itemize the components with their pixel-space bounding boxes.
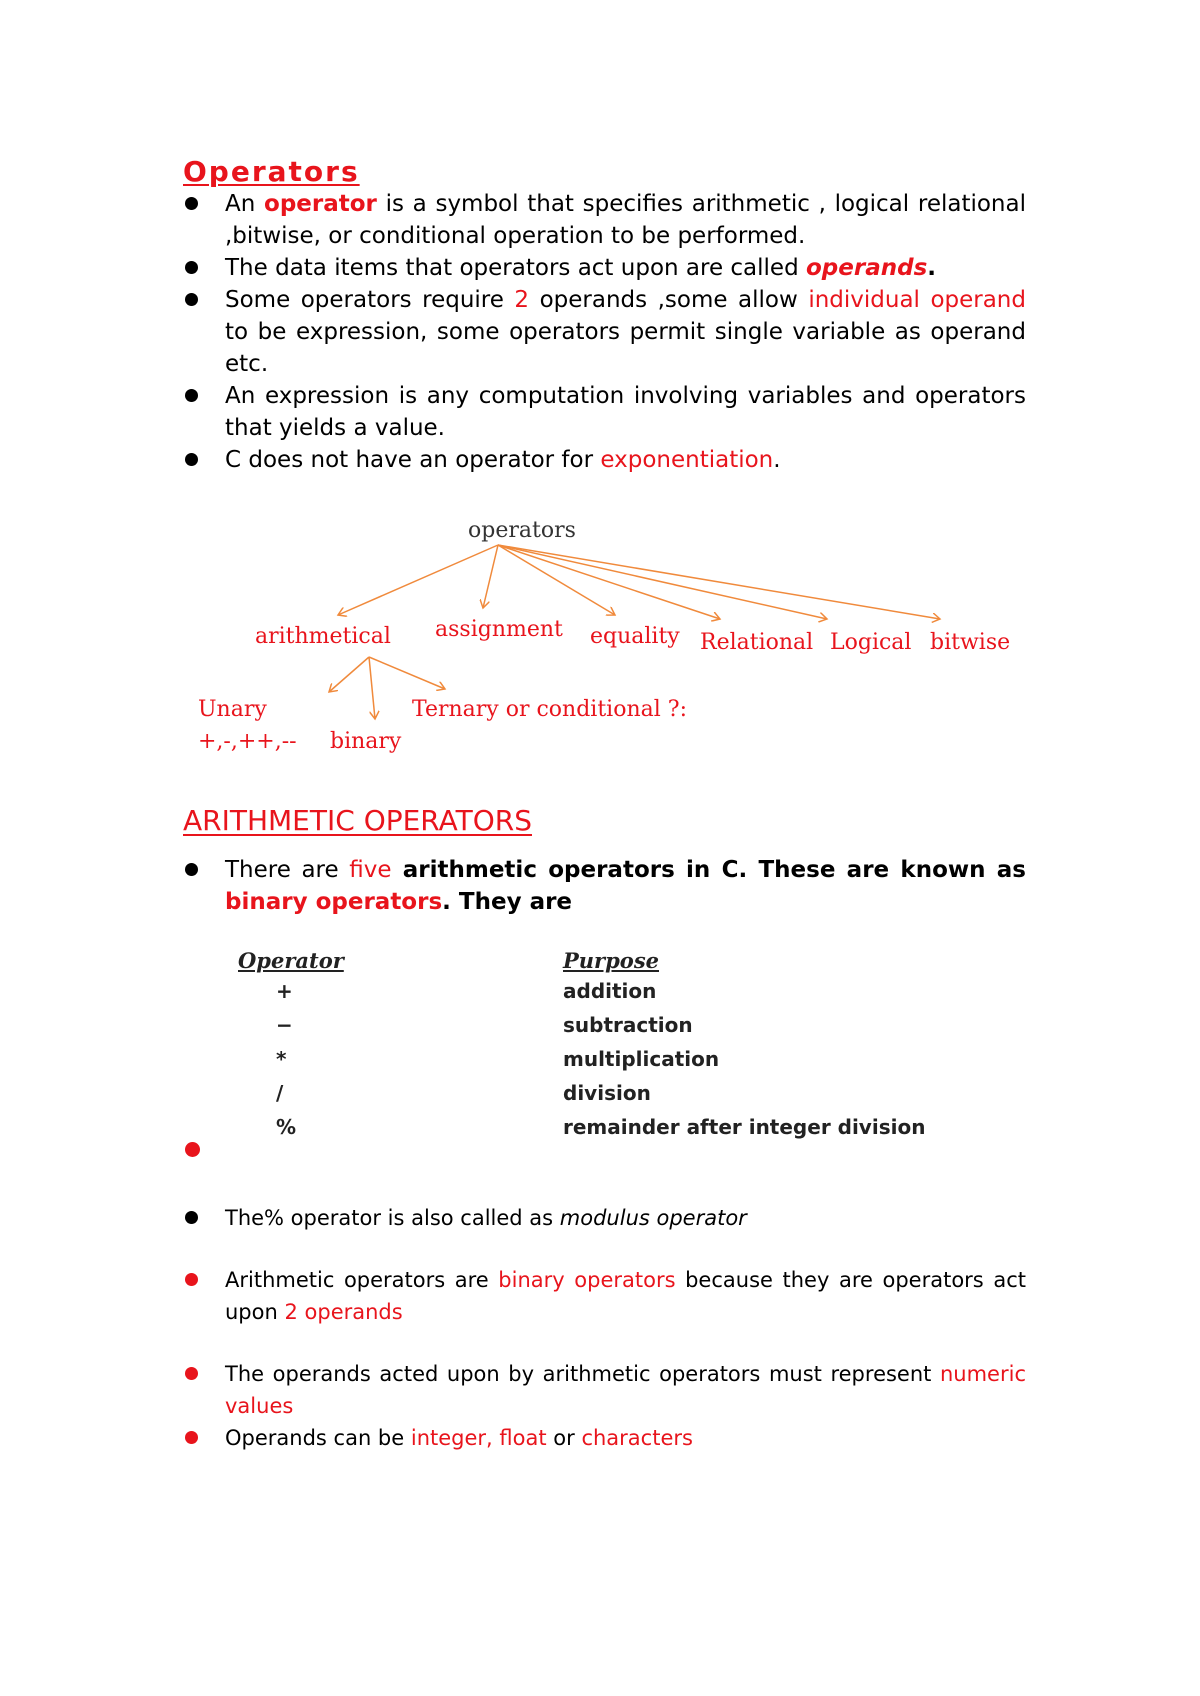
intro-bullet-list	[183, 188, 1026, 476]
text-run: .	[773, 447, 781, 473]
text-run: There are	[225, 857, 350, 883]
diagram-node-logical: Logical	[830, 630, 912, 655]
text-run: is a symbol that specifies arithmetic , logical relational ,bitwise, or conditional operation to be performed.	[225, 191, 1026, 249]
table-header-purpose: Purpose	[563, 948, 659, 973]
diagram-node-assignment: assignment	[435, 617, 563, 642]
diagram-node-binary: binary	[330, 729, 402, 754]
table-row	[238, 1081, 925, 1115]
text-run: .	[927, 255, 937, 281]
arrow-to-logical	[498, 545, 827, 619]
operator-cell: /	[276, 1081, 284, 1105]
text-run: Operands can be	[225, 1426, 411, 1450]
bullet-icon	[185, 389, 198, 402]
list-item	[183, 380, 1026, 444]
list-item	[183, 854, 1026, 918]
diagram-node-equality: equality	[590, 624, 680, 649]
bullet-icon	[185, 293, 198, 306]
text-run: arithmetic operators in C. These are known as	[391, 857, 1026, 883]
diagram-node-unary: Unary	[198, 697, 267, 722]
table-header-operator: Operator	[238, 948, 344, 973]
bullet-icon	[185, 453, 198, 466]
arrow-to-relational	[498, 545, 720, 619]
list-item	[183, 252, 1026, 284]
highlight-term: modulus operator	[559, 1206, 747, 1230]
operator-purpose-table	[238, 948, 925, 1149]
list-item	[183, 284, 1026, 380]
operator-notes-list	[183, 1202, 1026, 1454]
highlight-term: exponentiation	[600, 447, 774, 473]
purpose-cell: multiplication	[563, 1047, 720, 1071]
arrow-to-ternary	[369, 657, 445, 689]
highlight-term: operands	[806, 255, 928, 281]
highlight-term: integer, float	[410, 1426, 547, 1450]
list-item	[183, 188, 1026, 252]
highlight-term: operator	[264, 191, 377, 217]
empty-bullet-icon	[185, 1142, 200, 1157]
page-title: Operators	[183, 155, 360, 188]
text-run: The% operator is also called as	[225, 1206, 560, 1230]
highlight-term: individual operand	[808, 287, 1026, 313]
diagram-node-ternary: Ternary or conditional ?:	[412, 697, 687, 722]
bullet-icon	[185, 863, 198, 876]
text-run: . They are	[442, 889, 573, 915]
highlight-term: five	[349, 857, 392, 883]
purpose-cell: subtraction	[563, 1013, 693, 1037]
diagram-node-arithmetical: arithmetical	[255, 624, 391, 649]
diagram-node-unary-ops: +,-,++,--	[198, 729, 297, 754]
operator-cell: +	[276, 979, 293, 1003]
purpose-cell: remainder after integer division	[563, 1115, 926, 1139]
bullet-icon	[185, 1273, 198, 1286]
section-heading-arithmetic: ARITHMETIC OPERATORS	[183, 804, 532, 837]
arrow-to-binary	[369, 657, 375, 719]
bullet-icon	[185, 1211, 198, 1224]
table-row	[238, 1013, 925, 1047]
text-run: An expression is any computation involving variables and operators that yields a value.	[225, 383, 1026, 441]
list-item	[183, 1358, 1026, 1422]
bullet-icon	[185, 261, 198, 274]
text-run: to be expression, some operators permit single variable as operand etc.	[225, 319, 1026, 377]
text-run: Some operators require	[225, 287, 515, 313]
text-run: The data items that operators act upon are called	[225, 255, 806, 281]
bullet-icon	[185, 1367, 198, 1380]
list-item	[183, 1422, 1026, 1454]
arrow-to-assignment	[483, 545, 498, 608]
diagram-node-relational: Relational	[700, 630, 814, 655]
highlight-term: 2	[514, 287, 530, 313]
table-row	[238, 1115, 925, 1149]
diagram-node-bitwise: bitwise	[930, 630, 1011, 655]
operator-cell: %	[276, 1115, 297, 1139]
arrow-to-unary	[329, 657, 369, 692]
table-row	[238, 979, 925, 1013]
purpose-cell: addition	[563, 979, 657, 1003]
text-run: or	[546, 1426, 582, 1450]
highlight-term: binary operators	[225, 889, 443, 915]
table-header-row	[238, 948, 925, 979]
table-row	[238, 1047, 925, 1081]
arithmetic-bullet-list	[183, 854, 1026, 918]
purpose-cell: division	[563, 1081, 651, 1105]
highlight-term: 2 operands	[284, 1300, 403, 1324]
list-item	[183, 444, 1026, 476]
text-run: The operands acted upon by arithmetic operators must represent	[225, 1362, 940, 1386]
text-run: Arithmetic operators are	[225, 1268, 499, 1292]
list-item	[183, 1264, 1026, 1328]
diagram-root-label: operators	[468, 518, 576, 543]
bullet-icon	[185, 197, 198, 210]
text-run: An	[225, 191, 265, 217]
list-item	[183, 1202, 1026, 1234]
operator-cell: −	[276, 1013, 293, 1037]
text-run: C does not have an operator for	[225, 447, 601, 473]
operators-tree-diagram	[180, 505, 1040, 765]
text-run: because they are operators act upon	[225, 1268, 1026, 1324]
arrow-to-bitwise	[498, 545, 940, 619]
highlight-term: characters	[581, 1426, 693, 1450]
operator-cell: *	[276, 1047, 287, 1071]
text-run: operands ,some allow	[529, 287, 809, 313]
bullet-icon	[185, 1431, 198, 1444]
highlight-term: numeric values	[225, 1362, 1026, 1418]
arrow-to-arithmetical	[338, 545, 498, 615]
highlight-term: binary operators	[498, 1268, 676, 1292]
